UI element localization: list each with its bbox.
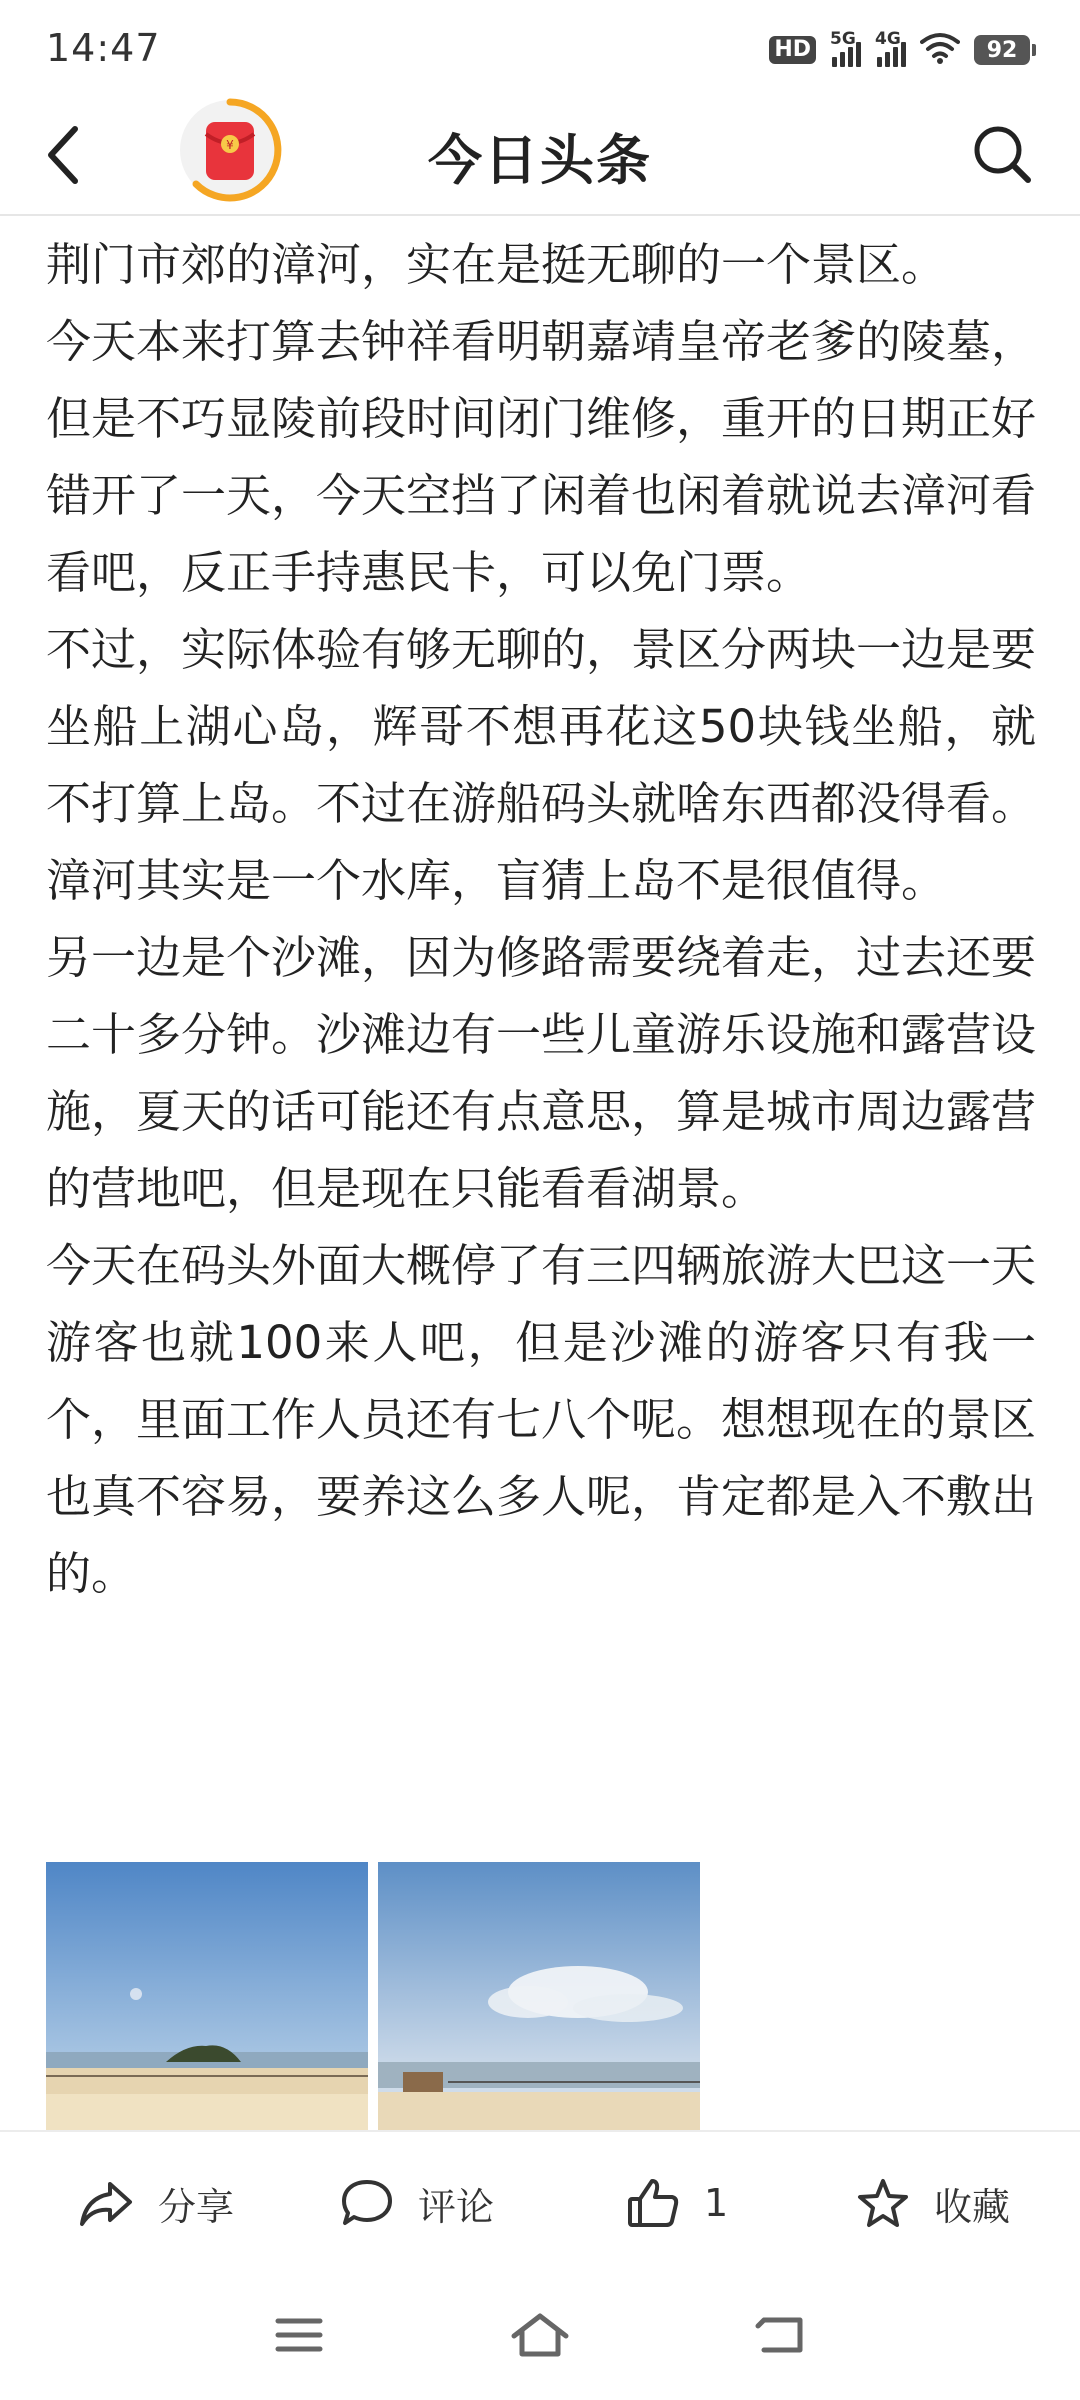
article-paragraph: 不过，实际体验有够无聊的，景区分两块一边是要坐船上湖心岛，辉哥不想再花这50块钱坐船，就不打算上岛。不过在游船码头就啥东西都没得看。漳河其实是一个水库，盲猜上岛不是很值得。 [46, 623, 1037, 907]
status-time: 14:47 [46, 26, 161, 70]
article-body [46, 226, 1036, 1612]
return-icon [754, 2312, 808, 2358]
article-paragraph: 荆门市郊的漳河，实在是挺无聊的一个景区。 [46, 238, 947, 291]
thumbs-up-icon [626, 2177, 680, 2229]
article-paragraph: 今天在码头外面大概停了有三四辆旅游大巴这一天游客也就100来人吧，但是沙滩的游客只有我一个，里面工作人员还有七八个呢。想想现在的景区也真不容易，要养这么多人呢，肯定都是入不敷出的。 [46, 1239, 1037, 1600]
search-button[interactable] [964, 116, 1040, 192]
battery-icon: 92 [974, 35, 1030, 65]
share-label: 分享 [158, 2184, 235, 2229]
system-nav-bar [0, 2272, 1080, 2400]
article-paragraph: 今天本来打算去钟祥看明朝嘉靖皇帝老爹的陵墓，但是不巧显陵前段时间闭门维修，重开的日期正好错开了一天，今天空挡了闲着也闲着就说去漳河看看吧，反正手持惠民卡，可以免门票。 [46, 315, 1037, 599]
action-bar [0, 2130, 1080, 2274]
share-icon [78, 2178, 134, 2228]
favorite-button[interactable] [856, 2132, 1010, 2274]
lake-island-photo[interactable] [46, 1862, 368, 2130]
signal-5g-icon: 5G [830, 33, 861, 67]
app-header [0, 96, 1080, 216]
svg-text:¥: ¥ [226, 138, 234, 152]
beach-photo[interactable] [378, 1862, 700, 2130]
like-count: 1 [704, 2181, 729, 2225]
home-button[interactable] [505, 2300, 575, 2370]
menu-button[interactable] [264, 2300, 334, 2370]
return-button[interactable] [746, 2300, 816, 2370]
signal-4g-icon: 4G [875, 33, 906, 67]
status-icons [769, 30, 1030, 70]
page-title: 今日头条 [428, 129, 652, 192]
like-button[interactable] [626, 2132, 728, 2274]
comment-button[interactable] [340, 2132, 494, 2274]
article-paragraph: 另一边是个沙滩，因为修路需要绕着走，过去还要二十多分钟。沙滩边有一些儿童游乐设施和露营设施，夏天的话可能还有点意思，算是城市周边露营的营地吧，但是现在只能看看湖景。 [46, 931, 1037, 1215]
favorite-label: 收藏 [934, 2184, 1011, 2229]
home-icon [510, 2312, 570, 2358]
search-icon [971, 123, 1033, 185]
wifi-icon [920, 32, 960, 68]
comment-label: 评论 [418, 2184, 495, 2229]
article-photos [46, 1862, 700, 2130]
star-icon [856, 2177, 910, 2229]
share-button[interactable] [78, 2132, 234, 2274]
hd-icon: HD [769, 36, 816, 64]
menu-icon [274, 2315, 324, 2355]
status-bar [0, 0, 1080, 96]
comment-icon [340, 2178, 394, 2228]
